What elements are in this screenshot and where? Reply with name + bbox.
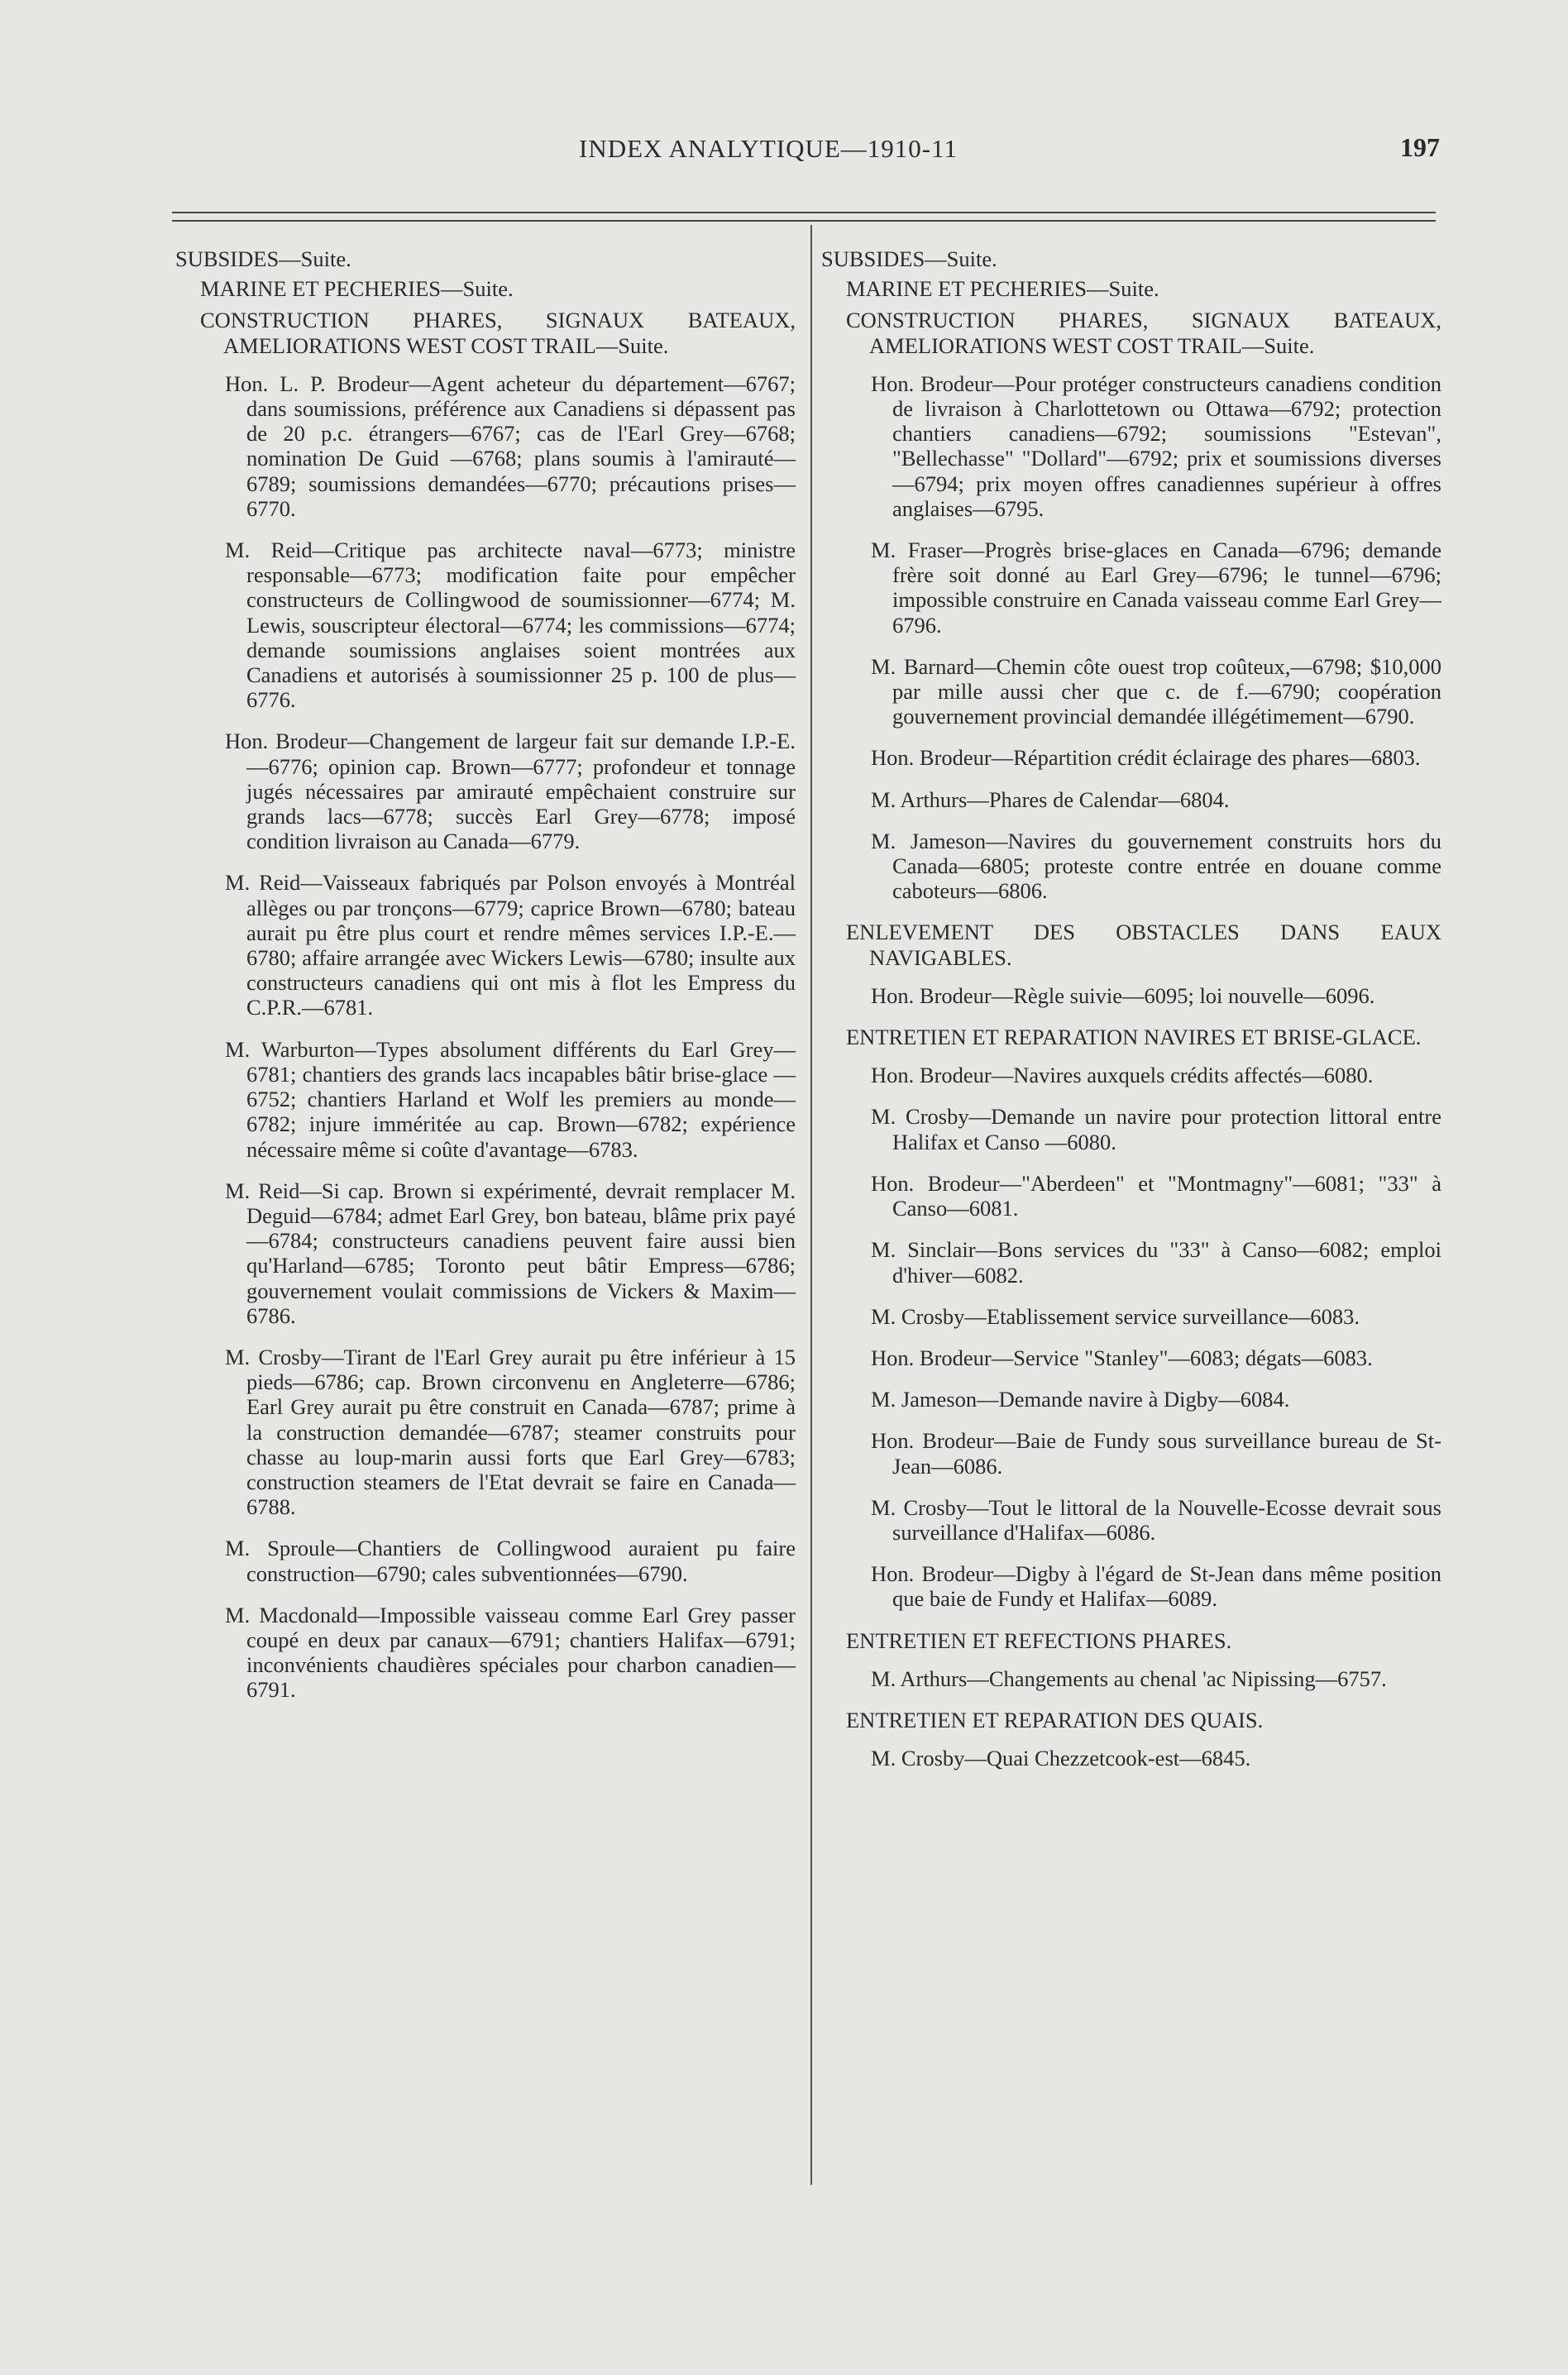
header-rule-top [172, 212, 1436, 213]
left-column [175, 246, 796, 1719]
column-divider [810, 225, 812, 2185]
topic-heading: ENTRETIEN ET REPARATION DES QUAIS. [846, 1707, 1264, 1732]
running-head: INDEX ANALYTIQUE—1910-11 [579, 134, 958, 163]
index-entry: M. Reid—Si cap. Brown si expérimenté, devrait remplacer M. Deguid—6784; admet Earl Grey, bon bateau, blâme prix payé—6784; constructeurs canadiens peuvent faire aussi bien qu'Harland—6785; Toronto peut bâtir Empress—6786; gouvernement voulait commissions de Vickers & Maxim—6786. [225, 1178, 796, 1328]
section-subheading: MARINE ET PECHERIES—Suite. [846, 276, 1159, 302]
topic-heading: ENLEVEMENT DES OBSTACLES DANS EAUX NAVIGABLES. [846, 920, 1441, 970]
page-number: 197 [1400, 132, 1440, 162]
index-entry: M. Reid—Critique pas architecte naval—6773; ministre responsable—6773; modification faite pour empêcher constructeurs de Collingwood de soumissionner—6774; M. Lewis, souscripteur électoral—6774; les commissions—6774; demande soumissions anglaises soient montrées aux Canadiens et autorisés à soumissionner 25 p. 100 de plus—6776. [225, 538, 796, 713]
index-entry: M. Crosby—Etablissement service surveillance—6083. [871, 1303, 1360, 1329]
index-entry: M. Arthurs—Phares de Calendar—6804. [871, 786, 1230, 812]
index-entry: Hon. Brodeur—Répartition crédit éclairage des phares—6803. [871, 745, 1421, 771]
index-entry: M. Reid—Vaisseaux fabriqués par Polson envoyés à Montréal allèges ou par tronçons—6779; caprice Brown—6780; bateau aurait pu être plus court et rendre mêmes services I.P.-E.—6780; affaire arrangée avec Wickers Lewis—6780; insulte aux constructeurs canadiens qui ont mis à flot les Empress du C.P.R.—6781. [225, 870, 796, 1020]
topic-heading: CONSTRUCTION PHARES, SIGNAUX BATEAUX, AMELIORATIONS WEST COST TRAIL—Suite. [846, 308, 1441, 358]
index-entry: Hon. L. P. Brodeur—Agent acheteur du département—6767; dans soumissions, préférence aux Canadiens si dépassent pas de 20 p.c. étrangers—6767; cas de l'Earl Grey—6768; nomination De Guid —6768; plans soumis à l'amirauté—6789; soumissions demandées—6770; précautions prises—6770. [225, 370, 796, 521]
index-entry: Hon. Brodeur—Digby à l'égard de St-Jean dans même position que baie de Fundy et Halifax—6089. [871, 1561, 1441, 1612]
index-entry: M. Arthurs—Changements au chenal 'ac Nipissing—6757. [871, 1665, 1387, 1691]
index-entry: M. Crosby—Quai Chezzetcook-est—6845. [871, 1746, 1251, 1771]
index-entry: Hon. Brodeur—Pour protéger constructeurs canadiens condition de livraison à Charlottetown ou Ottawa—6792; protection chantiers canadiens—6792; soumissions "Estevan", "Bellechasse" "Dollard"—6792; prix et soumissions diverses—6794; prix moyen offres canadiennes supérieur à offres anglaises—6795. [871, 370, 1441, 521]
section-subheading: MARINE ET PECHERIES—Suite. [200, 276, 514, 302]
index-entry: M. Macdonald—Impossible vaisseau comme Earl Grey passer coupé en deux par canaux—6791; chantiers Halifax—6791; inconvénients chaudières spéciales pour charbon canadien—6791. [225, 1602, 796, 1703]
index-entry: M. Barnard—Chemin côte ouest trop coûteux,—6798; $10,000 par mille aussi cher que c. de f.—6790; coopération gouvernement provincial demandée illégétimement—6790. [871, 653, 1441, 729]
index-entry: M. Warburton—Types absolument différents du Earl Grey—6781; chantiers des grands lacs incapables bâtir brise-glace —6752; chantiers Harland et Wolf les premiers au monde—6782; injure imméritée au cap. Brown—6782; expérience nécessaire même si coûte d'avantage—6783. [225, 1036, 796, 1162]
index-entry: M. Jameson—Demande navire à Digby—6084. [871, 1387, 1290, 1412]
index-entry: M. Crosby—Tout le littoral de la Nouvelle-Ecosse devrait sous surveillance d'Halifax—6086. [871, 1494, 1441, 1545]
index-entry: M. Crosby—Tirant de l'Earl Grey aurait pu être inférieur à 15 pieds—6786; cap. Brown circonvenu en Angleterre—6786; Earl Grey aurait pu être construit en Canada—6787; prime à la construction demandée—6787; steamer construits pour chasse au loup-marin aussi forts que Earl Grey—6783; construction steamers de l'Etat devrait se faire en Canada—6788. [225, 1344, 796, 1520]
section-heading: SUBSIDES—Suite. [175, 246, 351, 271]
header-rule-bottom [172, 220, 1436, 222]
index-entry: M. Jameson—Navires du gouvernement construits hors du Canada—6805; proteste contre entrée en douane comme caboteurs—6806. [871, 828, 1441, 904]
index-entry: Hon. Brodeur—Navires auxquels crédits affectés—6080. [871, 1063, 1374, 1088]
topic-heading: CONSTRUCTION PHARES, SIGNAUX BATEAUX, AMELIORATIONS WEST COST TRAIL—Suite. [200, 308, 796, 358]
index-entry: Hon. Brodeur—"Aberdeen" et "Montmagny"—6081; "33" à Canso—6081. [871, 1170, 1441, 1221]
index-entry: M. Fraser—Progrès brise-glaces en Canada—6796; demande frère soit donné au Earl Grey—6796; le tunnel—6796; impossible construire en Canada vaisseau comme Earl Grey—6796. [871, 538, 1441, 638]
right-column [821, 246, 1441, 1787]
index-entry: M. Sinclair—Bons services du "33" à Canso—6082; emploi d'hiver—6082. [871, 1237, 1441, 1288]
index-entry: Hon. Brodeur—Règle suivie—6095; loi nouvelle—6096. [871, 982, 1375, 1008]
index-entry: M. Sproule—Chantiers de Collingwood auraient pu faire construction—6790; cales subventionnées—6790. [225, 1536, 796, 1586]
topic-heading: ENTRETIEN ET REFECTIONS PHARES. [846, 1627, 1232, 1653]
section-heading: SUBSIDES—Suite. [821, 246, 997, 271]
index-entry: Hon. Brodeur—Changement de largeur fait sur demande I.P.-E.—6776; opinion cap. Brown—6777; profondeur et tonnage jugés nécessaires par amirauté empêchaient construire sur grands lacs—6778; succès Earl Grey—6778; imposé condition livraison au Canada—6779. [225, 729, 796, 854]
index-entry: M. Crosby—Demande un navire pour protection littoral entre Halifax et Canso —6080. [871, 1104, 1441, 1154]
topic-heading: ENTRETIEN ET REPARATION NAVIRES ET BRISE-GLACE. [846, 1025, 1422, 1050]
index-entry: Hon. Brodeur—Baie de Fundy sous surveillance bureau de St-Jean—6086. [871, 1428, 1441, 1479]
index-entry: Hon. Brodeur—Service "Stanley"—6083; dégats—6083. [871, 1345, 1373, 1370]
